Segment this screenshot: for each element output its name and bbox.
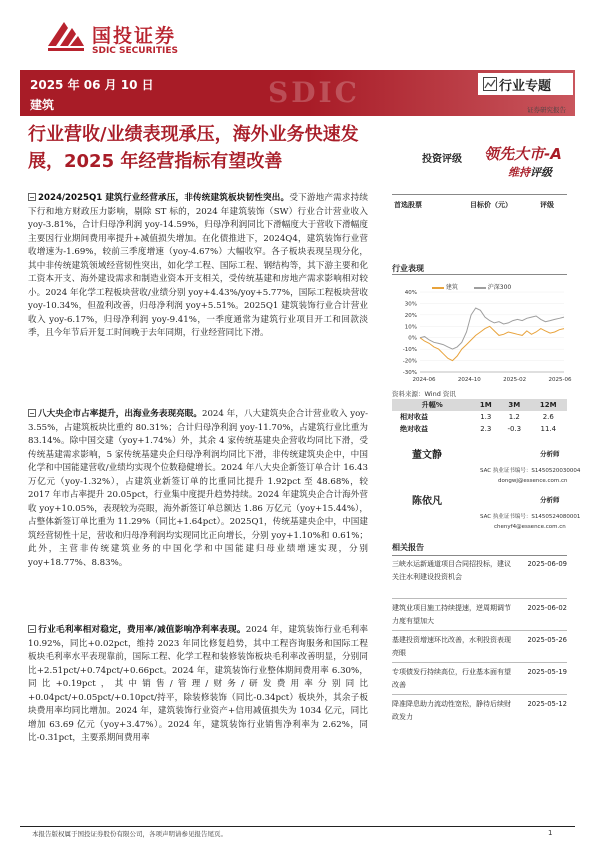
analyst-cert: SAC 执业证书编号：S1450524080001: [480, 514, 581, 520]
analyst-role: 分析师: [540, 450, 560, 458]
logo-text-cn: 国投证券: [92, 25, 177, 47]
analyst-name: 陈依凡: [412, 496, 442, 507]
related-report-title[interactable]: 建筑业项目施工持续提速，逆周期调节力度有望加大: [392, 604, 511, 625]
rc-divider: [392, 274, 567, 275]
logo-text-en: SDIC SECURITIES: [92, 46, 178, 56]
rc-divider: [392, 555, 567, 556]
return-table-header-cell: 升幅%: [392, 399, 473, 411]
y-tick-label: 30%: [404, 301, 417, 308]
related-separator: [392, 598, 567, 599]
footer-disclaimer: 本报告版权属于国投证券股份有限公司，各项声明请参见报告尾页。: [32, 830, 227, 838]
rc-divider: [392, 194, 567, 195]
analyst-cert: SAC 执业证书编号：S1450520030004: [480, 468, 581, 474]
return-table-header: [392, 399, 567, 411]
return-table-header-cell: 12M: [530, 399, 567, 411]
related-separator: [392, 662, 567, 663]
bullet-box-icon: [28, 625, 36, 633]
paragraph-1-body: 受下游地产需求持续下行和地方财政压力影响，剔除 ST 标的，2024 年建筑装饰（SW）行业合计营业收入 yoy-3.81%，合计归母净利润 yoy-14.59%，归母净利润同比下滑幅度大于营收下滑幅度主要因行业期间费用率提升+减值损失增加。在化债推进下，2024Q4，建筑装饰行业营收增速为-1.69%，较前三季度增速（yoy-4.67%）大幅收窄。各子板块表现呈现分化，其中非传统建筑领域经营韧性突出，如化学工程、国际工程、钢结构等，其下游主要和化工资本开支、海外建设需求和制造业资本开支相关，受传统基建和房地产需求影响相对较小。2024 年化学工程板块营收/业绩分别 yoy+4.43%/yoy+5.77%，国际工程板块营收 yoy-10.34%，但盈利改善，归母净利润 yoy+5.51%。2025Q1 建筑装饰行业合计营业收入 yoy-6.17%，归母净利润 yoy-9.41%，一季度通常为建筑行业项目开工和回款淡季，且今年节后开复工时间晚于去年同期，行业经营同比下滑。: [28, 193, 368, 338]
table-cell: 1.2: [508, 413, 520, 421]
related-report-title[interactable]: 基建投资增速环比改善，水利投资表现亮眼: [392, 636, 511, 657]
y-tick-label: -20%: [402, 358, 417, 365]
analyst-email[interactable]: chenyf4@essence.com.cn: [494, 524, 566, 530]
paragraph-3-body: 2024 年，建筑装饰行业毛利率 10.92%，同比+0.02pct，维持 2023 年同比修复趋势，其中工程咨询服务和国际工程板块毛利率水平表现靠前，国际工程、化学工程和装修装饰板块毛利率改善明显，分别同比+2.51pct/+0.74pct/+0.66pct。2024 年，建筑装饰行业整体期间费用率 6.30%，同比+0.19pct，其中销售/管理/财务/研发费用率分别同比+0.04pct/+0.05pct/+0.10pct/持平，除装修装饰（同比-0.34pct）板块外，其余子板块费用率均同比增加。2024 年，建筑装饰行业资产+信用减值损失为 1034 亿元，同比增加 63.69 亿元（yoy+3.47%）。2024 年，建筑装饰行业销售净利率为 2.62%，同比-0.31pct，主要系期间费用率: [28, 625, 369, 743]
x-tick-label: 2024-06: [412, 377, 436, 383]
analyst-role: 分析师: [540, 496, 560, 504]
table-cell: -0.3: [507, 425, 522, 433]
footer-divider: [20, 826, 575, 827]
row-label: 相对收益: [400, 413, 428, 421]
related-report-date: 2025-05-19: [527, 668, 567, 676]
row-label: 绝对收益: [400, 425, 428, 433]
paragraph-3: [28, 624, 368, 746]
related-report-date: 2025-06-02: [527, 604, 567, 612]
related-separator: [392, 694, 567, 695]
paragraph-2: [28, 408, 368, 570]
related-report-date: 2025-06-09: [527, 560, 567, 568]
banner-watermark: SDIC: [268, 76, 360, 109]
y-tick-label: 40%: [404, 290, 417, 296]
industry-performance-title: 行业表现: [392, 264, 424, 273]
y-tick-label: 0%: [408, 335, 417, 342]
paragraph-3-head: 行业毛利率相对稳定，费用率/减值影响净利率表现。: [38, 625, 246, 635]
x-tick-label: 2024-10: [457, 377, 481, 383]
industry-label: 建筑: [30, 98, 55, 112]
related-report-title[interactable]: 专项债发行持续高位，行业基本面有望改善: [392, 668, 511, 689]
chart-icon: [483, 77, 497, 91]
table-cell: 11.4: [540, 425, 557, 433]
rating-status: [508, 164, 552, 180]
paragraph-1-head: 2024/2025Q1 建筑行业经营承压，非传统建筑板块韧性突出。: [38, 193, 290, 203]
x-tick-label: 2025-06: [548, 377, 572, 383]
target-price-header: 目标价（元）: [470, 201, 512, 209]
x-tick-label: 2025-02: [503, 377, 527, 383]
report-type: 行业专题: [499, 79, 552, 94]
return-table: [392, 399, 567, 435]
rating-status-main: 维持: [508, 166, 530, 179]
return-table-header-cell: 3M: [499, 399, 530, 411]
related-report-title[interactable]: 降准降息助力流动性宽松，静待后续财政发力: [392, 700, 511, 721]
y-tick-label: -10%: [402, 347, 417, 354]
table-cell: 1.3: [480, 413, 492, 421]
table-row: [392, 423, 567, 435]
bullet-box-icon: [28, 409, 36, 417]
y-tick-label: 10%: [404, 324, 417, 331]
table-cell: 2.6: [542, 413, 554, 421]
analyst-email[interactable]: dongwj@essence.com.cn: [498, 478, 568, 484]
y-tick-label: 20%: [404, 312, 417, 319]
rating-value: 领先大市-A: [484, 145, 562, 163]
bullet-box-icon: [28, 193, 36, 201]
related-reports-title: 相关报告: [392, 543, 424, 552]
paragraph-2-body: 2024 年，八大建筑央企合计营业收入 yoy-3.55%，占建筑板块比重约 80.31%；合计归母净利润 yoy-11.70%，占建筑行业比重为 83.14%。除中国交建（yoy+1.74%）外，其余 4 家传统基建央企营收均同比下滑，受传统基建需求影响，5 家传统基建央企归母净利润均同比下滑，非传统建筑央企中，中国化学和中国能建营收/业绩均实现个位数稳健增长。2024 年八大央企新签订单合计 16.43 万亿元（yoy-1.32%），占建筑业新签订单的比重同比提升 1.92pct 至 48.68%，较 2017 年市占率提升 20.05pct，行业集中度提升趋势持续。2024 年建筑央企合计海外营收 yoy+10.05%，表现较为亮眼，海外新签订单总额达 1.86 万亿元（yoy+15.44%），占整体新签订单比重为 11.29%（同比+1.64pct）。2025Q1，传统基建央企中，中国建筑经营韧性十足，营收和归母净利润均实现同比正向增长，分别 yoy+1.10%和 0.61%；此外，主营非传统建筑业务的中国化学和中国能建归母业绩增速实现，分别 yoy+18.77%、8.83%。: [28, 409, 368, 568]
related-separator: [392, 630, 567, 631]
rating-label: 投资评级: [422, 154, 462, 165]
rating-status-suffix: 评级: [530, 166, 552, 179]
paragraph-1: [28, 192, 368, 341]
report-title: 行业营收/业绩表现承压，海外业务快速发展，2025 年经营指标有望改善: [28, 124, 359, 172]
legend-label-hs300: 沪深300: [487, 284, 512, 291]
related-report-date: 2025-05-12: [527, 700, 567, 708]
table-cell: 2.3: [480, 425, 492, 433]
series-line: [420, 326, 564, 360]
legend-label-construction: 建筑: [445, 284, 458, 291]
chart-source: 资料来源：Wind 资讯: [392, 390, 456, 398]
performance-chart: [392, 288, 572, 386]
return-table-header-cell: 1M: [473, 399, 499, 411]
related-report-date: 2025-05-26: [527, 636, 567, 644]
page-number: 1: [548, 829, 553, 837]
table-row: [392, 411, 567, 423]
related-report-title[interactable]: 三峡水运新通道项目合同招投标，建议关注水利建设投资机会: [392, 560, 511, 581]
report-series: 证券研究报告: [527, 106, 566, 114]
report-date: 2025 年 06 月 10 日: [30, 78, 154, 92]
preferred-stocks-header: 首选股票: [394, 201, 422, 209]
analyst-name: 董文静: [412, 450, 442, 461]
paragraph-2-head: 八大央企市占率提升，出海业务表现亮眼。: [38, 409, 202, 419]
sdic-logo-mark: [44, 16, 86, 54]
rating-header: 评级: [540, 201, 554, 209]
y-tick-label: -30%: [402, 370, 417, 376]
